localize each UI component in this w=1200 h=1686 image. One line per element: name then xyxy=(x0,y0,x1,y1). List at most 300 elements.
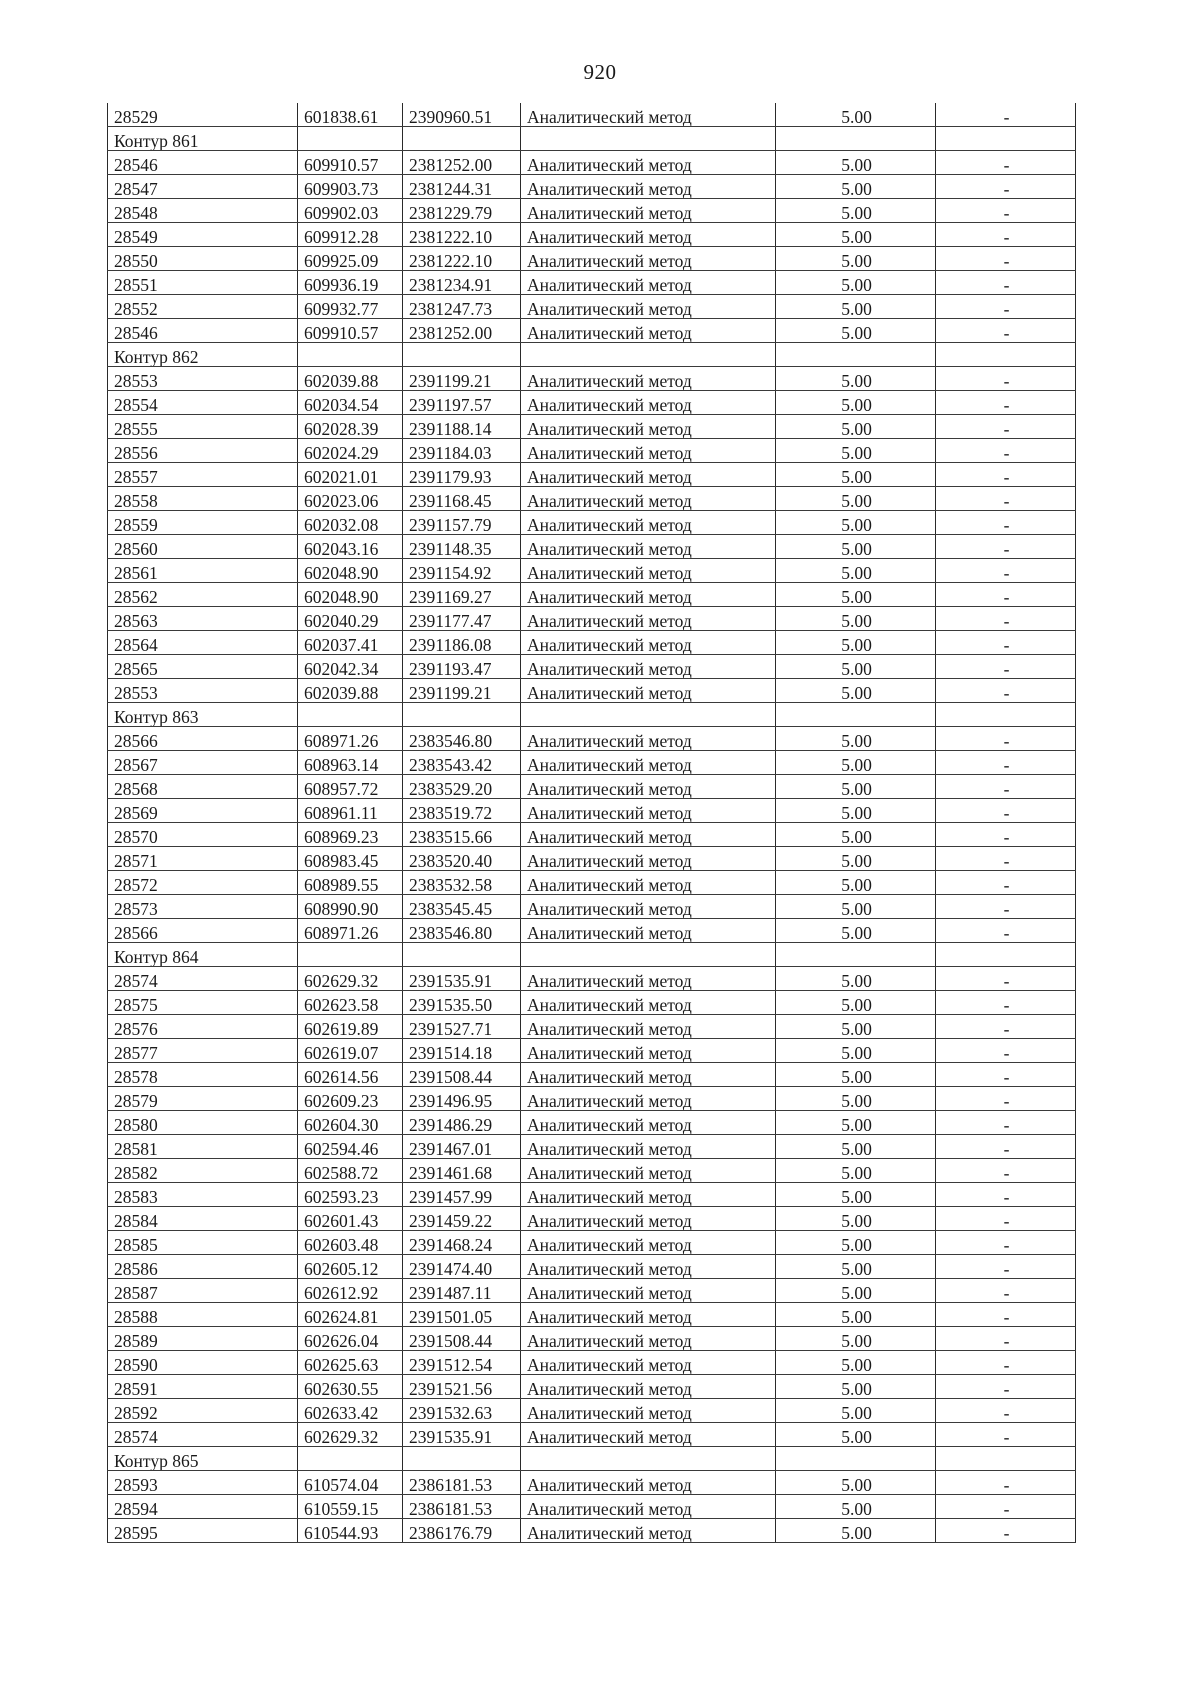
coordinate-x: 602039.88 xyxy=(298,679,403,703)
table-row xyxy=(108,1423,1076,1447)
determination-method: Аналитический метод xyxy=(521,871,776,895)
empty-cell xyxy=(936,127,1076,151)
note-cell: - xyxy=(936,871,1076,895)
coordinate-x: 609902.03 xyxy=(298,199,403,223)
table-row xyxy=(108,1495,1076,1519)
accuracy-value: 5.00 xyxy=(776,463,936,487)
accuracy-value: 5.00 xyxy=(776,727,936,751)
accuracy-value: 5.00 xyxy=(776,967,936,991)
note-cell: - xyxy=(936,1063,1076,1087)
table-row xyxy=(108,223,1076,247)
coordinate-x: 610559.15 xyxy=(298,1495,403,1519)
coordinate-y: 2383515.66 xyxy=(403,823,521,847)
table-row xyxy=(108,751,1076,775)
determination-method: Аналитический метод xyxy=(521,823,776,847)
accuracy-value: 5.00 xyxy=(776,799,936,823)
coordinate-x: 602037.41 xyxy=(298,631,403,655)
contour-title: Контур 865 xyxy=(108,1447,298,1471)
point-number: 28587 xyxy=(108,1279,298,1303)
accuracy-value: 5.00 xyxy=(776,1399,936,1423)
determination-method: Аналитический метод xyxy=(521,607,776,631)
coordinate-y: 2391186.08 xyxy=(403,631,521,655)
determination-method: Аналитический метод xyxy=(521,1183,776,1207)
coordinate-x: 602609.23 xyxy=(298,1087,403,1111)
determination-method: Аналитический метод xyxy=(521,103,776,127)
coordinate-y: 2391184.03 xyxy=(403,439,521,463)
accuracy-value: 5.00 xyxy=(776,847,936,871)
table-row xyxy=(108,1351,1076,1375)
table-row xyxy=(108,1159,1076,1183)
point-number: 28575 xyxy=(108,991,298,1015)
note-cell: - xyxy=(936,679,1076,703)
table-row xyxy=(108,919,1076,943)
coordinate-x: 608983.45 xyxy=(298,847,403,871)
table-row xyxy=(108,415,1076,439)
coordinate-x: 608989.55 xyxy=(298,871,403,895)
point-number: 28547 xyxy=(108,175,298,199)
note-cell: - xyxy=(936,991,1076,1015)
coordinate-y: 2391154.92 xyxy=(403,559,521,583)
determination-method: Аналитический метод xyxy=(521,1375,776,1399)
coordinate-y: 2381252.00 xyxy=(403,319,521,343)
coordinate-y: 2391197.57 xyxy=(403,391,521,415)
empty-cell xyxy=(776,343,936,367)
point-number: 28559 xyxy=(108,511,298,535)
coordinate-y: 2391468.24 xyxy=(403,1231,521,1255)
table-row xyxy=(108,823,1076,847)
coordinate-x: 602629.32 xyxy=(298,1423,403,1447)
coordinate-y: 2386181.53 xyxy=(403,1471,521,1495)
coordinate-x: 609910.57 xyxy=(298,319,403,343)
accuracy-value: 5.00 xyxy=(776,655,936,679)
accuracy-value: 5.00 xyxy=(776,1519,936,1543)
table-row xyxy=(108,319,1076,343)
table-row xyxy=(108,1207,1076,1231)
coordinate-y: 2383520.40 xyxy=(403,847,521,871)
note-cell: - xyxy=(936,751,1076,775)
coordinate-y: 2391496.95 xyxy=(403,1087,521,1111)
accuracy-value: 5.00 xyxy=(776,223,936,247)
point-number: 28595 xyxy=(108,1519,298,1543)
note-cell: - xyxy=(936,1039,1076,1063)
accuracy-value: 5.00 xyxy=(776,559,936,583)
note-cell: - xyxy=(936,1495,1076,1519)
point-number: 28570 xyxy=(108,823,298,847)
contour-header-row xyxy=(108,1447,1076,1471)
point-number: 28577 xyxy=(108,1039,298,1063)
contour-header-row xyxy=(108,127,1076,151)
coordinate-x: 608990.90 xyxy=(298,895,403,919)
determination-method: Аналитический метод xyxy=(521,895,776,919)
empty-cell xyxy=(936,1447,1076,1471)
coordinate-x: 609936.19 xyxy=(298,271,403,295)
coordinate-x: 602048.90 xyxy=(298,583,403,607)
determination-method: Аналитический метод xyxy=(521,511,776,535)
accuracy-value: 5.00 xyxy=(776,1063,936,1087)
table-row xyxy=(108,679,1076,703)
note-cell: - xyxy=(936,511,1076,535)
point-number: 28592 xyxy=(108,1399,298,1423)
coordinate-y: 2391535.91 xyxy=(403,967,521,991)
accuracy-value: 5.00 xyxy=(776,391,936,415)
accuracy-value: 5.00 xyxy=(776,1039,936,1063)
accuracy-value: 5.00 xyxy=(776,1279,936,1303)
determination-method: Аналитический метод xyxy=(521,439,776,463)
table-row xyxy=(108,1303,1076,1327)
determination-method: Аналитический метод xyxy=(521,559,776,583)
table-row xyxy=(108,1327,1076,1351)
accuracy-value: 5.00 xyxy=(776,1423,936,1447)
empty-cell xyxy=(936,343,1076,367)
note-cell: - xyxy=(936,463,1076,487)
accuracy-value: 5.00 xyxy=(776,895,936,919)
accuracy-value: 5.00 xyxy=(776,1087,936,1111)
coordinate-y: 2391474.40 xyxy=(403,1255,521,1279)
point-number: 28558 xyxy=(108,487,298,511)
note-cell: - xyxy=(936,1207,1076,1231)
contour-header-row xyxy=(108,943,1076,967)
empty-cell xyxy=(403,127,521,151)
page-number: 920 xyxy=(583,60,617,84)
accuracy-value: 5.00 xyxy=(776,1471,936,1495)
table-row xyxy=(108,391,1076,415)
contour-title: Контур 861 xyxy=(108,127,298,151)
point-number: 28566 xyxy=(108,919,298,943)
table-row xyxy=(108,847,1076,871)
coordinate-y: 2391467.01 xyxy=(403,1135,521,1159)
coordinate-y: 2391486.29 xyxy=(403,1111,521,1135)
note-cell: - xyxy=(936,1399,1076,1423)
accuracy-value: 5.00 xyxy=(776,1303,936,1327)
note-cell: - xyxy=(936,559,1076,583)
note-cell: - xyxy=(936,415,1076,439)
coordinate-y: 2386181.53 xyxy=(403,1495,521,1519)
contour-header-row xyxy=(108,343,1076,367)
coordinate-x: 609932.77 xyxy=(298,295,403,319)
table-row xyxy=(108,607,1076,631)
determination-method: Аналитический метод xyxy=(521,247,776,271)
coordinate-y: 2381229.79 xyxy=(403,199,521,223)
determination-method: Аналитический метод xyxy=(521,1303,776,1327)
note-cell: - xyxy=(936,1111,1076,1135)
coordinate-y: 2383546.80 xyxy=(403,727,521,751)
point-number: 28564 xyxy=(108,631,298,655)
note-cell: - xyxy=(936,319,1076,343)
coordinate-x: 602034.54 xyxy=(298,391,403,415)
coordinate-x: 610574.04 xyxy=(298,1471,403,1495)
coordinate-y: 2386176.79 xyxy=(403,1519,521,1543)
coordinate-y: 2391199.21 xyxy=(403,367,521,391)
coordinate-x: 602625.63 xyxy=(298,1351,403,1375)
table-row xyxy=(108,1375,1076,1399)
accuracy-value: 5.00 xyxy=(776,1015,936,1039)
determination-method: Аналитический метод xyxy=(521,1039,776,1063)
determination-method: Аналитический метод xyxy=(521,535,776,559)
coordinate-x: 602593.23 xyxy=(298,1183,403,1207)
accuracy-value: 5.00 xyxy=(776,535,936,559)
coordinate-x: 602630.55 xyxy=(298,1375,403,1399)
coordinate-x: 610544.93 xyxy=(298,1519,403,1543)
coordinate-y: 2391168.45 xyxy=(403,487,521,511)
coordinate-x: 601838.61 xyxy=(298,103,403,127)
coordinate-x: 609903.73 xyxy=(298,175,403,199)
table-row xyxy=(108,1015,1076,1039)
note-cell: - xyxy=(936,439,1076,463)
table-row xyxy=(108,1279,1076,1303)
note-cell: - xyxy=(936,847,1076,871)
table-row xyxy=(108,1183,1076,1207)
empty-cell xyxy=(521,943,776,967)
accuracy-value: 5.00 xyxy=(776,1495,936,1519)
table-row xyxy=(108,367,1076,391)
determination-method: Аналитический метод xyxy=(521,1519,776,1543)
point-number: 28581 xyxy=(108,1135,298,1159)
coordinate-y: 2391461.68 xyxy=(403,1159,521,1183)
note-cell: - xyxy=(936,1015,1076,1039)
point-number: 28565 xyxy=(108,655,298,679)
table-row xyxy=(108,655,1076,679)
table-row xyxy=(108,895,1076,919)
accuracy-value: 5.00 xyxy=(776,583,936,607)
contour-header-row xyxy=(108,703,1076,727)
coordinate-y: 2391514.18 xyxy=(403,1039,521,1063)
accuracy-value: 5.00 xyxy=(776,775,936,799)
coordinate-y: 2391508.44 xyxy=(403,1327,521,1351)
note-cell: - xyxy=(936,1255,1076,1279)
coordinate-y: 2381222.10 xyxy=(403,223,521,247)
determination-method: Аналитический метод xyxy=(521,1471,776,1495)
point-number: 28572 xyxy=(108,871,298,895)
contour-title: Контур 864 xyxy=(108,943,298,967)
coordinate-x: 608971.26 xyxy=(298,919,403,943)
empty-cell xyxy=(403,943,521,967)
note-cell: - xyxy=(936,223,1076,247)
point-number: 28549 xyxy=(108,223,298,247)
accuracy-value: 5.00 xyxy=(776,823,936,847)
coordinate-x: 602042.34 xyxy=(298,655,403,679)
accuracy-value: 5.00 xyxy=(776,919,936,943)
determination-method: Аналитический метод xyxy=(521,175,776,199)
accuracy-value: 5.00 xyxy=(776,487,936,511)
point-number: 28582 xyxy=(108,1159,298,1183)
coordinate-x: 602614.56 xyxy=(298,1063,403,1087)
table-row xyxy=(108,199,1076,223)
point-number: 28588 xyxy=(108,1303,298,1327)
empty-cell xyxy=(521,703,776,727)
empty-cell xyxy=(298,343,403,367)
coordinate-x: 609912.28 xyxy=(298,223,403,247)
determination-method: Аналитический метод xyxy=(521,919,776,943)
accuracy-value: 5.00 xyxy=(776,415,936,439)
coordinate-y: 2383519.72 xyxy=(403,799,521,823)
point-number: 28594 xyxy=(108,1495,298,1519)
point-number: 28578 xyxy=(108,1063,298,1087)
coordinate-y: 2383545.45 xyxy=(403,895,521,919)
coordinate-x: 602603.48 xyxy=(298,1231,403,1255)
table-row xyxy=(108,1135,1076,1159)
accuracy-value: 5.00 xyxy=(776,103,936,127)
accuracy-value: 5.00 xyxy=(776,991,936,1015)
note-cell: - xyxy=(936,103,1076,127)
note-cell: - xyxy=(936,895,1076,919)
coordinate-x: 602028.39 xyxy=(298,415,403,439)
table-row xyxy=(108,1231,1076,1255)
note-cell: - xyxy=(936,1327,1076,1351)
determination-method: Аналитический метод xyxy=(521,679,776,703)
determination-method: Аналитический метод xyxy=(521,775,776,799)
coordinate-y: 2381247.73 xyxy=(403,295,521,319)
accuracy-value: 5.00 xyxy=(776,511,936,535)
coordinate-y: 2391508.44 xyxy=(403,1063,521,1087)
accuracy-value: 5.00 xyxy=(776,367,936,391)
determination-method: Аналитический метод xyxy=(521,727,776,751)
point-number: 28560 xyxy=(108,535,298,559)
determination-method: Аналитический метод xyxy=(521,319,776,343)
note-cell: - xyxy=(936,1159,1076,1183)
coordinate-y: 2391193.47 xyxy=(403,655,521,679)
coordinate-y: 2391527.71 xyxy=(403,1015,521,1039)
note-cell: - xyxy=(936,535,1076,559)
empty-cell xyxy=(521,343,776,367)
table-row xyxy=(108,1519,1076,1543)
table-row xyxy=(108,991,1076,1015)
coordinate-y: 2391457.99 xyxy=(403,1183,521,1207)
accuracy-value: 5.00 xyxy=(776,1183,936,1207)
empty-cell xyxy=(776,703,936,727)
determination-method: Аналитический метод xyxy=(521,655,776,679)
determination-method: Аналитический метод xyxy=(521,1207,776,1231)
empty-cell xyxy=(776,127,936,151)
coordinate-x: 602612.92 xyxy=(298,1279,403,1303)
coordinate-x: 602626.04 xyxy=(298,1327,403,1351)
empty-cell xyxy=(403,703,521,727)
point-number: 28555 xyxy=(108,415,298,439)
point-number: 28590 xyxy=(108,1351,298,1375)
determination-method: Аналитический метод xyxy=(521,1087,776,1111)
determination-method: Аналитический метод xyxy=(521,151,776,175)
table-row xyxy=(108,727,1076,751)
table-row xyxy=(108,175,1076,199)
accuracy-value: 5.00 xyxy=(776,1159,936,1183)
coordinate-x: 602624.81 xyxy=(298,1303,403,1327)
determination-method: Аналитический метод xyxy=(521,967,776,991)
note-cell: - xyxy=(936,607,1076,631)
note-cell: - xyxy=(936,1471,1076,1495)
table-row xyxy=(108,631,1076,655)
determination-method: Аналитический метод xyxy=(521,847,776,871)
coordinates-table-body xyxy=(108,103,1076,1543)
accuracy-value: 5.00 xyxy=(776,1255,936,1279)
coordinate-x: 602629.32 xyxy=(298,967,403,991)
table-row xyxy=(108,1039,1076,1063)
table-row xyxy=(108,247,1076,271)
empty-cell xyxy=(298,1447,403,1471)
coordinate-y: 2391177.47 xyxy=(403,607,521,631)
determination-method: Аналитический метод xyxy=(521,1135,776,1159)
note-cell: - xyxy=(936,151,1076,175)
coordinate-x: 602619.07 xyxy=(298,1039,403,1063)
coordinates-table xyxy=(107,103,1076,1543)
note-cell: - xyxy=(936,1087,1076,1111)
table-row xyxy=(108,1255,1076,1279)
note-cell: - xyxy=(936,1183,1076,1207)
point-number: 28576 xyxy=(108,1015,298,1039)
accuracy-value: 5.00 xyxy=(776,247,936,271)
note-cell: - xyxy=(936,1279,1076,1303)
point-number: 28566 xyxy=(108,727,298,751)
coordinate-y: 2391459.22 xyxy=(403,1207,521,1231)
determination-method: Аналитический метод xyxy=(521,271,776,295)
coordinate-x: 602021.01 xyxy=(298,463,403,487)
note-cell: - xyxy=(936,823,1076,847)
coordinate-x: 608963.14 xyxy=(298,751,403,775)
point-number: 28574 xyxy=(108,1423,298,1447)
accuracy-value: 5.00 xyxy=(776,439,936,463)
determination-method: Аналитический метод xyxy=(521,1015,776,1039)
table-row xyxy=(108,1087,1076,1111)
contour-title: Контур 863 xyxy=(108,703,298,727)
determination-method: Аналитический метод xyxy=(521,1231,776,1255)
table-row xyxy=(108,775,1076,799)
coordinate-y: 2391501.05 xyxy=(403,1303,521,1327)
table-row xyxy=(108,799,1076,823)
coordinate-y: 2381244.31 xyxy=(403,175,521,199)
note-cell: - xyxy=(936,631,1076,655)
coordinate-x: 602605.12 xyxy=(298,1255,403,1279)
table-row xyxy=(108,1399,1076,1423)
determination-method: Аналитический метод xyxy=(521,295,776,319)
coordinate-x: 602023.06 xyxy=(298,487,403,511)
point-number: 28568 xyxy=(108,775,298,799)
coordinate-y: 2391148.35 xyxy=(403,535,521,559)
note-cell: - xyxy=(936,295,1076,319)
coordinate-x: 608971.26 xyxy=(298,727,403,751)
note-cell: - xyxy=(936,247,1076,271)
point-number: 28546 xyxy=(108,151,298,175)
coordinate-y: 2391521.56 xyxy=(403,1375,521,1399)
point-number: 28562 xyxy=(108,583,298,607)
point-number: 28593 xyxy=(108,1471,298,1495)
accuracy-value: 5.00 xyxy=(776,1327,936,1351)
accuracy-value: 5.00 xyxy=(776,679,936,703)
point-number: 28553 xyxy=(108,679,298,703)
table-row xyxy=(108,583,1076,607)
note-cell: - xyxy=(936,175,1076,199)
note-cell: - xyxy=(936,391,1076,415)
accuracy-value: 5.00 xyxy=(776,1231,936,1255)
coordinate-x: 608961.11 xyxy=(298,799,403,823)
note-cell: - xyxy=(936,967,1076,991)
determination-method: Аналитический метод xyxy=(521,463,776,487)
coordinate-y: 2391535.50 xyxy=(403,991,521,1015)
accuracy-value: 5.00 xyxy=(776,199,936,223)
note-cell: - xyxy=(936,271,1076,295)
coordinate-x: 602594.46 xyxy=(298,1135,403,1159)
accuracy-value: 5.00 xyxy=(776,1375,936,1399)
coordinate-x: 602039.88 xyxy=(298,367,403,391)
note-cell: - xyxy=(936,1423,1076,1447)
table-row xyxy=(108,463,1076,487)
point-number: 28579 xyxy=(108,1087,298,1111)
empty-cell xyxy=(936,943,1076,967)
coordinate-x: 602040.29 xyxy=(298,607,403,631)
note-cell: - xyxy=(936,1375,1076,1399)
determination-method: Аналитический метод xyxy=(521,487,776,511)
point-number: 28585 xyxy=(108,1231,298,1255)
note-cell: - xyxy=(936,583,1076,607)
point-number: 28548 xyxy=(108,199,298,223)
note-cell: - xyxy=(936,919,1076,943)
